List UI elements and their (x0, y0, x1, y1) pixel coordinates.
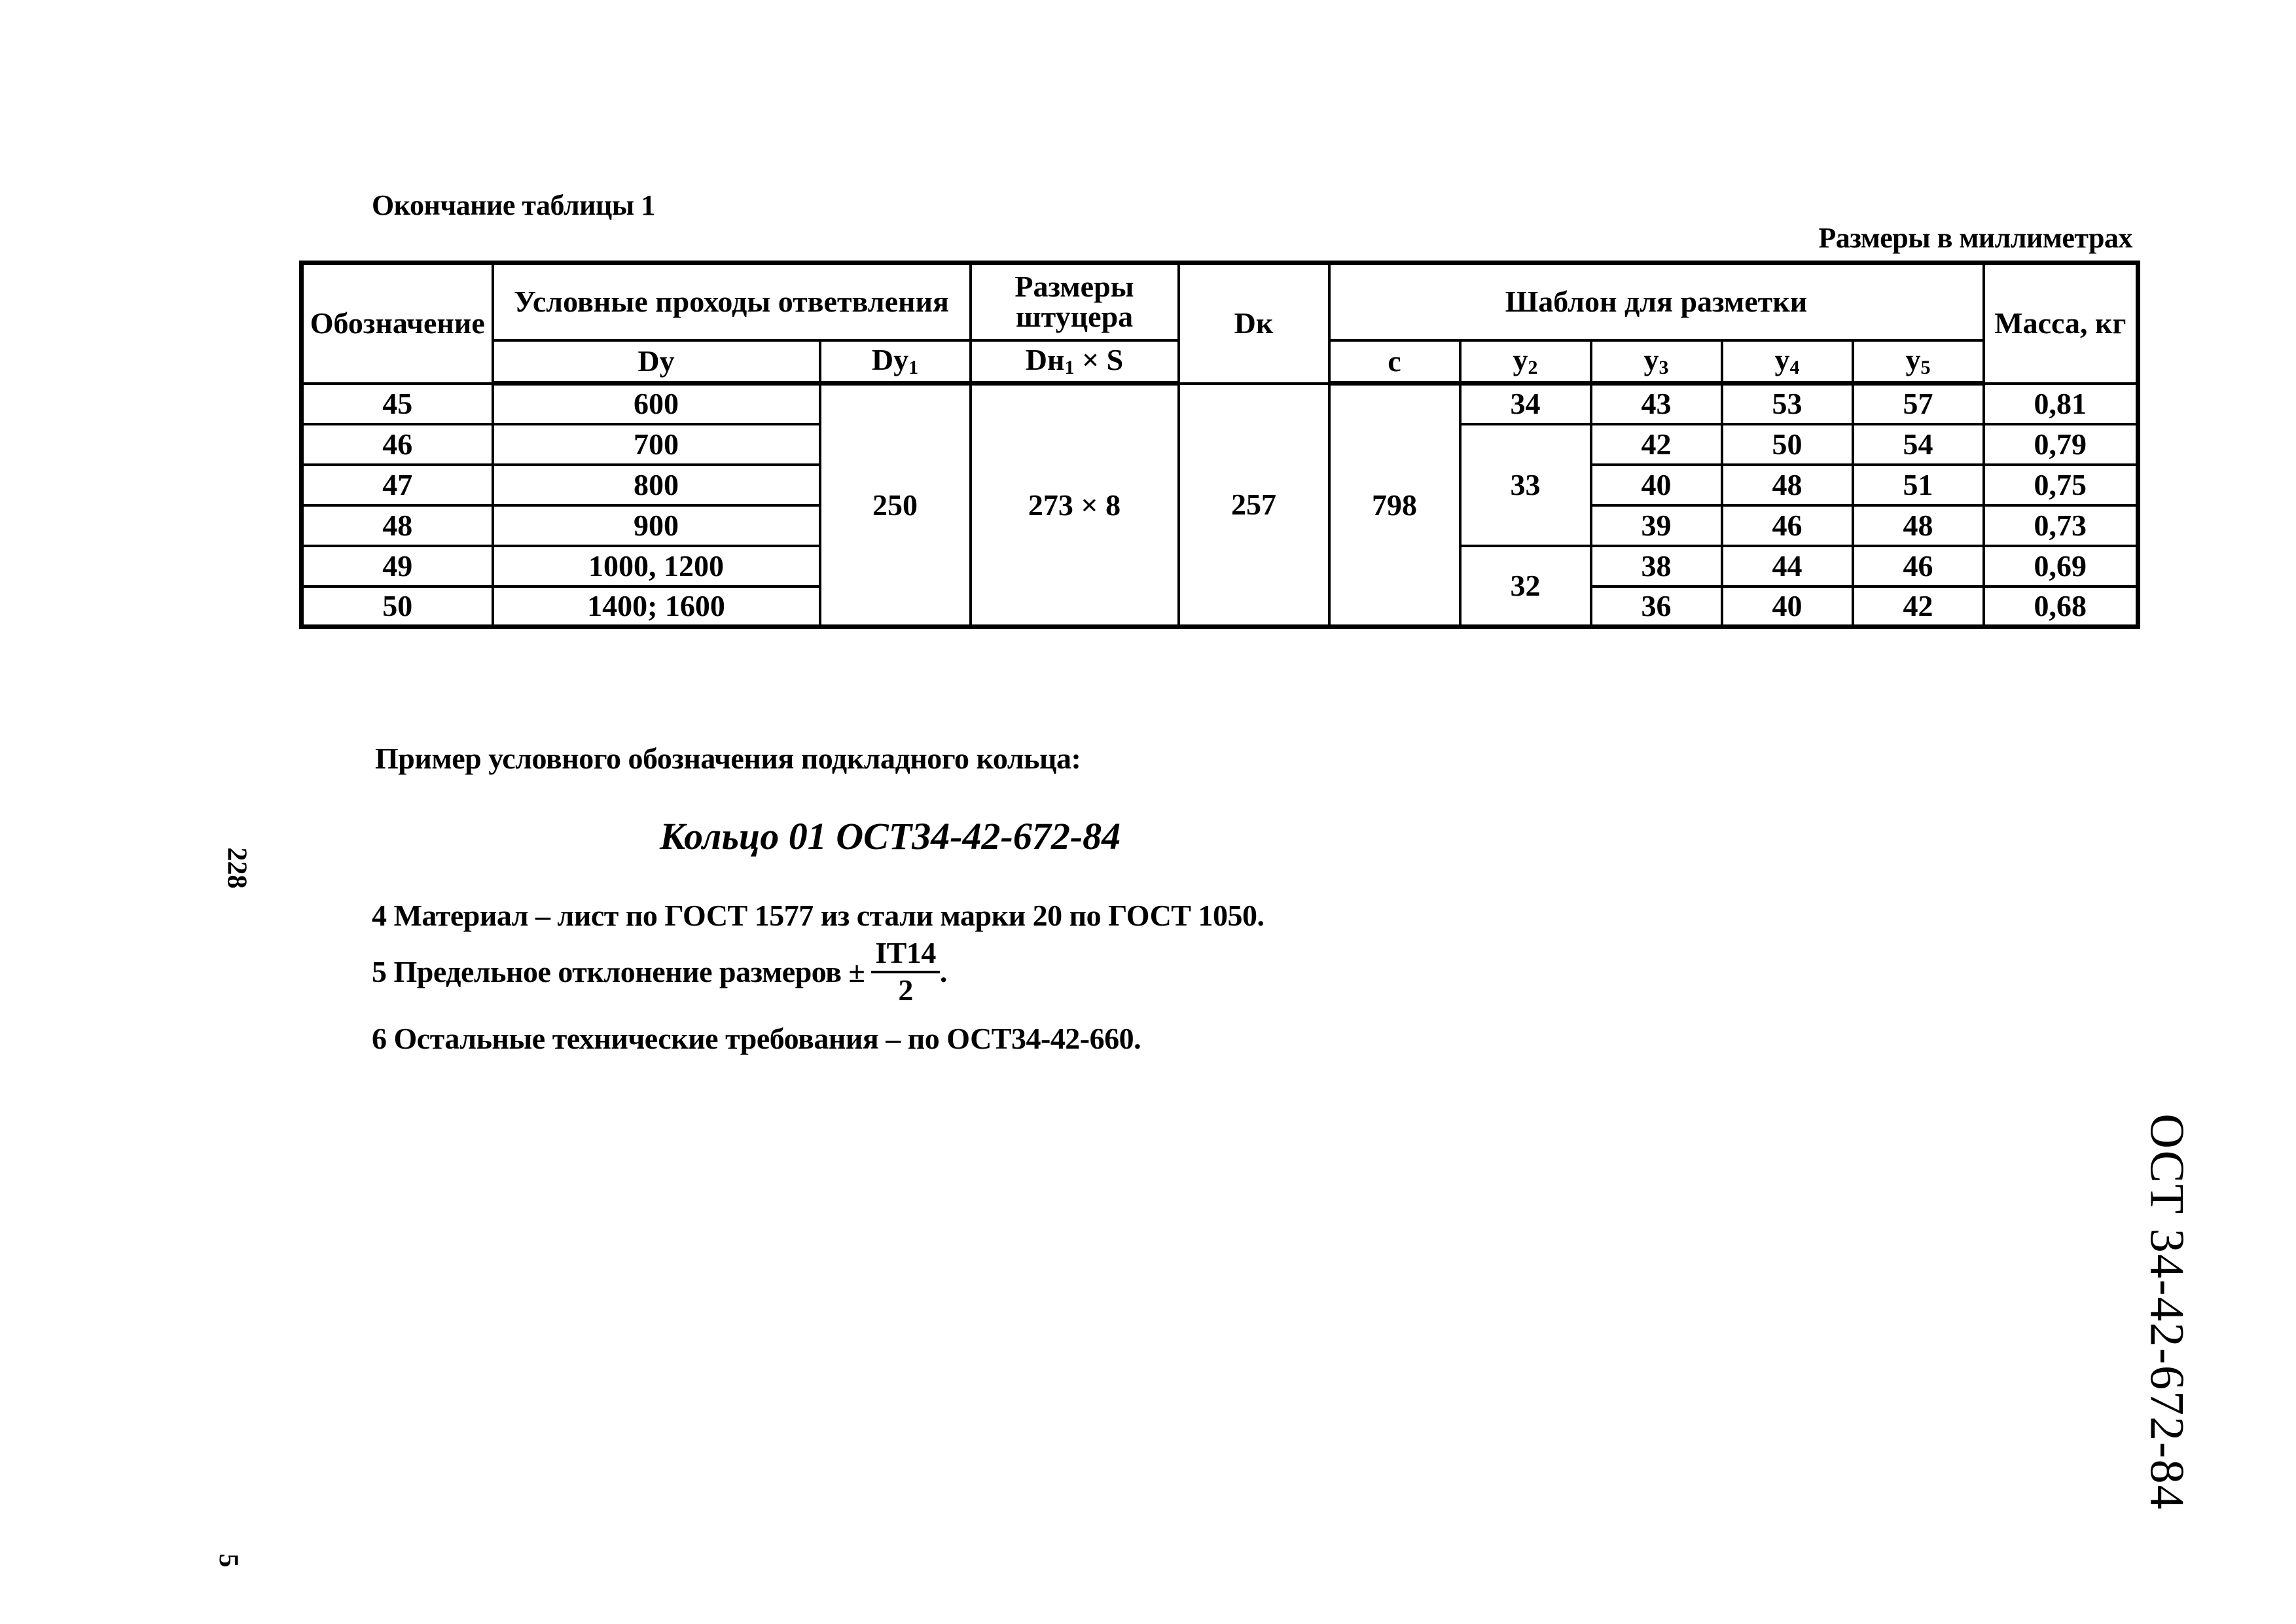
header-dy1: $Dy_1$ (820, 340, 971, 384)
cell-y2: 32 (1460, 546, 1591, 627)
cell-dy: 800 (493, 465, 820, 505)
dimensions-table (299, 261, 2140, 629)
header-y3: $у_3$ (1591, 340, 1722, 384)
cell-y5: 51 (1853, 465, 1984, 505)
cell-designation: 47 (302, 465, 493, 505)
example-designation: Кольцо 01 ОСТ34-42-672-84 (660, 815, 1121, 857)
header-y5: $у_5$ (1853, 340, 1984, 384)
note-tolerance-suffix: . (939, 955, 947, 989)
header-y4: $у_4$ (1722, 340, 1853, 384)
page-number: 228 (221, 847, 252, 889)
cell-y3: 42 (1591, 424, 1722, 465)
header-mass: Масса, кг (1984, 263, 2138, 384)
units-note: Размеры в миллиметрах (1818, 222, 2132, 254)
cell-c: 798 (1329, 384, 1460, 627)
cell-y4: 50 (1722, 424, 1853, 465)
table-row (302, 384, 2138, 424)
cell-dy: 900 (493, 505, 820, 546)
note-tolerance-text: 5 Предельное отклонение размеров ± (372, 955, 865, 989)
cell-designation: 46 (302, 424, 493, 465)
cell-y4: 40 (1722, 586, 1853, 627)
standard-code: ОСТ 34-42-672-84 (2140, 1113, 2194, 1511)
table-caption: Окончание таблицы 1 (372, 189, 655, 221)
note-material: 4 Материал – лист по ГОСТ 1577 из стали марки 20 по ГОСТ 1050. (372, 899, 1265, 932)
cell-dy1: 250 (820, 384, 971, 627)
header-designation: Обозначение (302, 263, 493, 384)
note-other-requirements: 6 Остальные технические требования – по ОСТ34-42-660. (372, 1022, 1141, 1055)
fraction-denominator: 2 (898, 973, 913, 1007)
cell-y3: 43 (1591, 384, 1722, 424)
cell-y5: 57 (1853, 384, 1984, 424)
cell-mass: 0,68 (1984, 586, 2138, 627)
cell-designation: 50 (302, 586, 493, 627)
cell-dy: 600 (493, 384, 820, 424)
cell-y4: 53 (1722, 384, 1853, 424)
header-dy: Dy (493, 340, 820, 384)
header-y2: $у_2$ (1460, 340, 1591, 384)
header-template: Шаблон для разметки (1329, 263, 1984, 340)
cell-dk: 257 (1179, 384, 1329, 627)
fraction-numerator: IT14 (871, 936, 940, 973)
cell-dn1-s: 273 × 8 (971, 384, 1179, 627)
cell-mass: 0,73 (1984, 505, 2138, 546)
cell-mass: 0,75 (1984, 465, 2138, 505)
cell-y2: 34 (1460, 384, 1591, 424)
cell-mass: 0,81 (1984, 384, 2138, 424)
cell-mass: 0,79 (1984, 424, 2138, 465)
header-fitting-sizes: Размеры штуцера (971, 263, 1179, 340)
cell-designation: 45 (302, 384, 493, 424)
cell-y3: 40 (1591, 465, 1722, 505)
cell-y3: 39 (1591, 505, 1722, 546)
cell-designation: 48 (302, 505, 493, 546)
note-tolerance (372, 936, 947, 1008)
cell-y4: 44 (1722, 546, 1853, 586)
cell-y5: 54 (1853, 424, 1984, 465)
cell-dy: 1400; 1600 (493, 586, 820, 627)
example-title: Пример условного обозначения подкладного кольца: (375, 742, 1081, 775)
tolerance-fraction (871, 936, 940, 1008)
cell-y5: 48 (1853, 505, 1984, 546)
header-branch-passages: Условные проходы ответвления (493, 263, 971, 340)
header-dn1-s: $Dн_1 \times S$ (971, 340, 1179, 384)
header-c: с (1329, 340, 1460, 384)
cell-y4: 48 (1722, 465, 1853, 505)
cell-y3: 36 (1591, 586, 1722, 627)
cell-mass: 0,69 (1984, 546, 2138, 586)
cell-designation: 49 (302, 546, 493, 586)
sheet-number: 5 (213, 1553, 243, 1568)
cell-y5: 46 (1853, 546, 1984, 586)
header-dk: Dк (1179, 263, 1329, 384)
cell-dy: 700 (493, 424, 820, 465)
cell-y2: 33 (1460, 424, 1591, 546)
cell-dy: 1000, 1200 (493, 546, 820, 586)
cell-y4: 46 (1722, 505, 1853, 546)
cell-y5: 42 (1853, 586, 1984, 627)
cell-y3: 38 (1591, 546, 1722, 586)
